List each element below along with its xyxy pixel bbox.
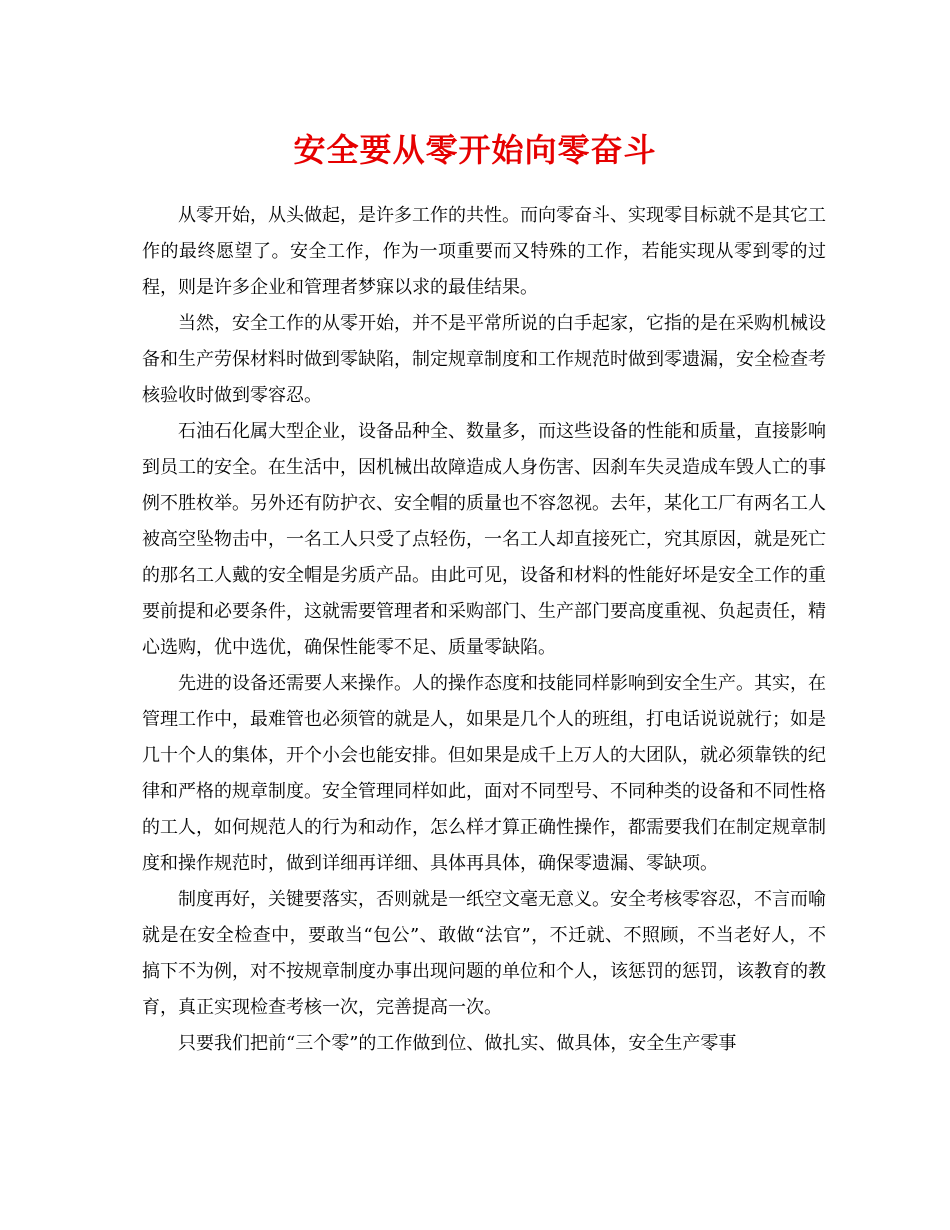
- paragraph: 只要我们把前“三个零”的工作做到位、做扎实、做具体，安全生产零事: [178, 1033, 737, 1054]
- paragraph: 石油石化属大型企业，设备品种全、数量多，而这些设备的性能和质量，直接影响到员工的安全。在生活中，因机械出故障造成人身伤害、因刹车失灵造成车毁人亡的事例不胜枚举。另外还有防护衣、安全帽的质量也不容忽视。去年，某化工厂有两名工人被高空坠物击中，一名工人只受了点轻伤，一名工人却直接死亡，究其原因，就是死亡的那名工人戴的安全帽是劣质产品。由此可见，设备和材料的性能好坏是安全工作的重要前提和必要条件，这就需要管理者和采购部门、生产部门要高度重视、负起责任，精心选购，优中选优，确保性能零不足、质量零缺陷。: [142, 421, 826, 658]
- paragraph: 先进的设备还需要人来操作。人的操作态度和技能同样影响到安全生产。其实，在管理工作中，最难管也必须管的就是人，如果是几个人的班组，打电话说说就行；如是几十个人的集体，开个小会也能安排。但如果是成千上万人的大团队，就必须靠铁的纪律和严格的规章制度。安全管理同样如此，面对不同型号、不同种类的设备和不同性格的工人，如何规范人的行为和动作，怎么样才算正确性操作，都需要我们在制定规章制度和操作规范时，做到详细再详细、具体再具体，确保零遗漏、零缺项。: [142, 673, 826, 874]
- document-title: 安全要从零开始向零奋斗: [293, 131, 657, 169]
- paragraph: 当然，安全工作的从零开始，并不是平常所说的白手起家，它指的是在采购机械设备和生产劳保材料时做到零缺陷，制定规章制度和工作规范时做到零遗漏，安全检查考核验收时做到零容忍。: [142, 313, 826, 406]
- paragraph: 制度再好，关键要落实，否则就是一纸空文毫无意义。安全考核零容忍，不言而喻就是在安全检查中，要敢当“包公”、敢做“法官”，不迁就、不照顾，不当老好人，不搞下不为例，对不按规章制度办事出现问题的单位和个人，该惩罚的惩罚，该教育的教育，真正实现检查考核一次，完善提高一次。: [142, 889, 826, 1018]
- document-body: [142, 198, 826, 1062]
- paragraph: 从零开始，从头做起，是许多工作的共性。而向零奋斗、实现零目标就不是其它工作的最终愿望了。安全工作，作为一项重要而又特殊的工作，若能实现从零到零的过程，则是许多企业和管理者梦寐以求的最佳结果。: [142, 205, 826, 298]
